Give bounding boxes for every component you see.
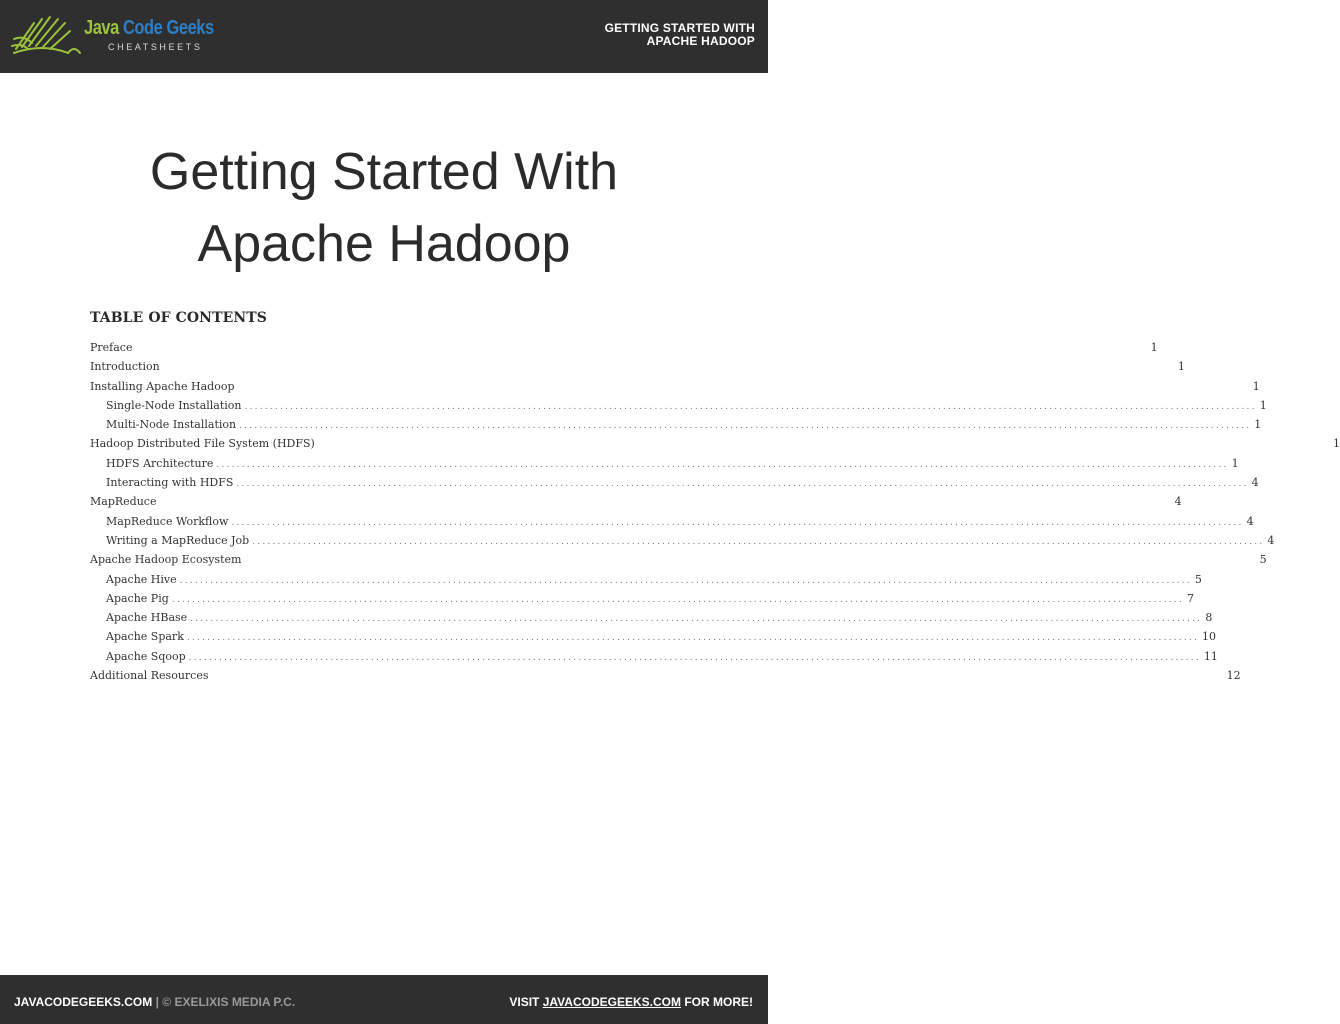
toc-entry-label: Apache HBase bbox=[106, 611, 188, 625]
toc-entry-page: 1 bbox=[1259, 398, 1267, 412]
toc-entry-label: HDFS Architecture bbox=[106, 456, 214, 470]
toc-entry-label: Installing Apache Hadoop bbox=[90, 379, 235, 393]
toc-entry-page: 4 bbox=[1246, 514, 1254, 528]
toc-entry-label: Apache Hadoop Ecosystem bbox=[90, 553, 242, 567]
footer-right bbox=[509, 995, 753, 1009]
toc-dot-leader: ........................................................................................................................................................................................................ bbox=[188, 652, 1201, 663]
toc-entry[interactable] bbox=[90, 553, 1267, 572]
toc-dot-leader: ........................................................................................................................................................................................................ bbox=[171, 594, 1184, 605]
toc-entry-label: Apache Pig bbox=[106, 591, 169, 605]
logo[interactable] bbox=[12, 13, 214, 57]
open-book-icon bbox=[12, 13, 84, 57]
toc-entry-label: Preface bbox=[90, 341, 133, 354]
toc-entry-page: 1 bbox=[1177, 360, 1185, 374]
toc-entry-page: 10 bbox=[1202, 630, 1217, 644]
toc-dot-leader: ........................................................................................................................................................................................................ bbox=[239, 421, 1252, 432]
toc-entry-page: 12 bbox=[1226, 669, 1241, 683]
header-title-line2: APACHE HADOOP bbox=[646, 34, 755, 48]
table-of-contents bbox=[90, 341, 1340, 688]
toc-entry[interactable] bbox=[90, 495, 1182, 514]
toc-dot-leader: ........................................................................................................................................................................................................ bbox=[231, 517, 1244, 528]
toc-entry-label: Writing a MapReduce Job bbox=[106, 533, 250, 547]
toc-entry-page: 1 bbox=[1254, 418, 1262, 432]
toc-entry[interactable] bbox=[90, 476, 1259, 495]
toc-entry[interactable] bbox=[90, 514, 1254, 534]
toc-entry-page: 1 bbox=[1252, 379, 1260, 393]
toc-entry-label: Apache Hive bbox=[106, 572, 177, 586]
toc-entry-label: Introduction bbox=[90, 360, 160, 374]
toc-entry-label: Single-Node Installation bbox=[106, 398, 242, 412]
footer-visit-text: VISIT bbox=[509, 995, 540, 1009]
toc-entry-page: 11 bbox=[1203, 649, 1218, 663]
toc-entry[interactable] bbox=[90, 591, 1194, 611]
toc-dot-leader: ........................................................................................................................................................................................................ bbox=[244, 401, 1257, 412]
toc-entry-page: 4 bbox=[1251, 476, 1259, 490]
toc-entry[interactable] bbox=[90, 611, 1213, 630]
page-title bbox=[0, 136, 768, 280]
footer-site-link[interactable]: JAVACODEGEEKS.COM bbox=[542, 995, 681, 1009]
toc-entry-page: 1 bbox=[1150, 341, 1158, 354]
toc-entry-label: Apache Spark bbox=[106, 630, 184, 644]
toc-dot-leader: ........................................................................................................................................................................................................ bbox=[252, 536, 1265, 547]
footer-left bbox=[14, 995, 295, 1009]
toc-entry-label: Multi-Node Installation bbox=[106, 418, 237, 432]
toc-entry[interactable] bbox=[90, 456, 1239, 476]
toc-entry-label: MapReduce Workflow bbox=[106, 514, 229, 528]
toc-entry[interactable] bbox=[90, 437, 1340, 456]
toc-entry[interactable] bbox=[90, 630, 1217, 649]
toc-heading: TABLE OF CONTENTS bbox=[90, 310, 267, 326]
header-bar bbox=[0, 0, 768, 73]
toc-entry-page: 4 bbox=[1174, 495, 1182, 509]
toc-entry-label: Additional Resources bbox=[90, 669, 209, 683]
logo-title: Java Code Geeks bbox=[84, 17, 214, 39]
toc-dot-leader: ........................................................................................................................................................................................................ bbox=[179, 575, 1192, 586]
toc-entry[interactable] bbox=[90, 418, 1262, 437]
footer-bar bbox=[0, 975, 768, 1024]
toc-dot-leader: ........................................................................................................................................................................................................ bbox=[190, 614, 1203, 625]
toc-entry-page: 4 bbox=[1267, 533, 1275, 547]
toc-entry[interactable] bbox=[90, 572, 1202, 592]
toc-entry-page: 8 bbox=[1205, 611, 1213, 625]
toc-entry[interactable] bbox=[90, 379, 1260, 399]
page-title-line1: Getting Started With bbox=[149, 143, 619, 201]
toc-entry[interactable] bbox=[90, 341, 1158, 360]
toc-dot-leader: ........................................................................................................................................................................................................ bbox=[216, 459, 1229, 470]
footer-copyright: | © EXELIXIS MEDIA P.C. bbox=[155, 995, 296, 1009]
toc-entry-page: 7 bbox=[1186, 591, 1194, 605]
toc-entry-label: Hadoop Distributed File System (HDFS) bbox=[90, 437, 315, 451]
footer-more-text: FOR MORE! bbox=[684, 995, 753, 1009]
toc-entry[interactable] bbox=[90, 360, 1185, 379]
toc-entry-label: MapReduce bbox=[90, 495, 157, 509]
toc-entry[interactable] bbox=[90, 533, 1275, 553]
header-title-line1: GETTING STARTED WITH bbox=[604, 21, 755, 35]
toc-entry[interactable] bbox=[90, 398, 1267, 418]
toc-entry-label: Apache Sqoop bbox=[106, 649, 186, 663]
toc-entry-page: 5 bbox=[1194, 572, 1202, 586]
footer-site-name: JAVACODEGEEKS.COM bbox=[14, 995, 153, 1009]
toc-dot-leader: ........................................................................................................................................................................................................ bbox=[186, 633, 1200, 644]
toc-entry[interactable] bbox=[90, 669, 1241, 688]
toc-dot-leader: ........................................................................................................................................................................................................ bbox=[236, 479, 1249, 490]
toc-entry-page: 1 bbox=[1231, 456, 1239, 470]
toc-entry[interactable] bbox=[90, 649, 1218, 669]
page-title-line2: Apache Hadoop bbox=[197, 215, 571, 273]
toc-entry-page: 5 bbox=[1259, 553, 1267, 567]
logo-subtitle: CHEATSHEETS bbox=[108, 42, 203, 52]
toc-entry-page: 1 bbox=[1333, 437, 1340, 451]
header-title bbox=[605, 22, 755, 48]
toc-entry-label: Interacting with HDFS bbox=[106, 476, 234, 490]
